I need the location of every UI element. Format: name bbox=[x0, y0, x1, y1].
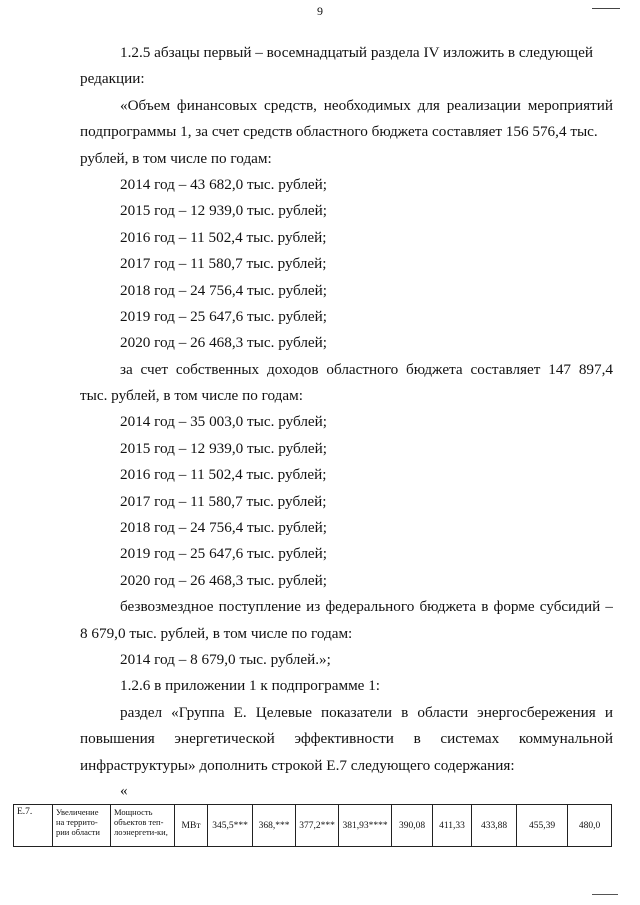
year-total-2018: 2018 год – 24 756,4 тыс. рублей; bbox=[120, 281, 328, 299]
year-total-2019: 2019 год – 25 647,6 тыс. рублей; bbox=[120, 307, 328, 325]
year-total-2016: 2016 год – 11 502,4 тыс. рублей; bbox=[120, 228, 327, 246]
year-own-2019: 2019 год – 25 647,6 тыс. рублей; bbox=[120, 545, 328, 563]
indicator-name: Увеличение на террито-рии области bbox=[53, 805, 111, 847]
paragraph-2-line-1: «Объем финансовых средств, необходимых для реализации мероприятий bbox=[120, 96, 613, 114]
year-total-2020: 2020 год – 26 468,3 тыс. рублей; bbox=[120, 334, 328, 352]
page-number: 9 bbox=[317, 4, 323, 18]
indicator-table bbox=[13, 804, 612, 847]
value-cell: 390,08 bbox=[392, 805, 433, 847]
indicator-description: Мощность объектов теп-лоэнергети-ки, bbox=[111, 805, 175, 847]
year-own-2020: 2020 год – 26 468,3 тыс. рублей; bbox=[120, 571, 328, 589]
value-cell: 368,*** bbox=[253, 805, 296, 847]
year-own-2014: 2014 год – 35 003,0 тыс. рублей; bbox=[120, 413, 328, 431]
value-cell: 455,39 bbox=[517, 805, 568, 847]
unit-cell: МВт bbox=[175, 805, 208, 847]
document-body bbox=[80, 40, 613, 803]
paragraph-3-line-2: тыс. рублей, в том числе по годам: bbox=[80, 387, 303, 405]
row-code: Е.7. bbox=[14, 805, 53, 847]
paragraph-3-line-1: за счет собственных доходов областного бюджета составляет 147 897,4 bbox=[120, 360, 613, 378]
value-cell: 381,93**** bbox=[339, 805, 392, 847]
corner-mark bbox=[592, 8, 620, 9]
year-own-2015: 2015 год – 12 939,0 тыс. рублей; bbox=[120, 439, 328, 457]
year-total-2017: 2017 год – 11 580,7 тыс. рублей; bbox=[120, 255, 327, 273]
year-own-2018: 2018 год – 24 756,4 тыс. рублей; bbox=[120, 519, 328, 537]
value-cell: 345,5*** bbox=[208, 805, 253, 847]
year-own-2016: 2016 год – 11 502,4 тыс. рублей; bbox=[120, 466, 327, 484]
paragraph-6-line-2: повышения энергетической эффективности в системах коммунальной bbox=[80, 730, 613, 748]
paragraph-1-line-2: редакции: bbox=[80, 70, 145, 88]
paragraph-5: 1.2.6 в приложении 1 к подпрограмме 1: bbox=[120, 677, 381, 695]
year-own-2017: 2017 год – 11 580,7 тыс. рублей; bbox=[120, 492, 327, 510]
paragraph-1-line-1: 1.2.5 абзацы первый – восемнадцатый раздела IV изложить в следующей bbox=[120, 44, 593, 61]
value-cell: 480,0 bbox=[568, 805, 612, 847]
paragraph-6-line-3: инфраструктуры» дополнить строкой Е.7 следующего содержания: bbox=[80, 756, 515, 774]
paragraph-4-line-2: 8 679,0 тыс. рублей, в том числе по годам: bbox=[80, 624, 353, 642]
value-cell: 377,2*** bbox=[296, 805, 339, 847]
paragraph-4-line-3: 2014 год – 8 679,0 тыс. рублей.»; bbox=[120, 650, 331, 668]
value-cell: 411,33 bbox=[433, 805, 472, 847]
year-total-2015: 2015 год – 12 939,0 тыс. рублей; bbox=[120, 202, 328, 220]
table-row bbox=[14, 805, 612, 847]
paragraph-2-line-2: подпрограммы 1, за счет средств областного бюджета составляет 156 576,4 тыс. bbox=[80, 123, 598, 141]
paragraph-2-line-3: рублей, в том числе по годам: bbox=[80, 149, 272, 167]
corner-mark-bottom bbox=[592, 894, 618, 895]
paragraph-4-line-1: безвозмездное поступление из федерального бюджета в форме субсидий – bbox=[120, 598, 613, 616]
year-total-2014: 2014 год – 43 682,0 тыс. рублей; bbox=[120, 175, 328, 193]
paragraph-6-line-1: раздел «Группа Е. Целевые показатели в области энергосбережения и bbox=[120, 703, 613, 721]
opening-quote: « bbox=[120, 781, 128, 799]
value-cell: 433,88 bbox=[472, 805, 517, 847]
